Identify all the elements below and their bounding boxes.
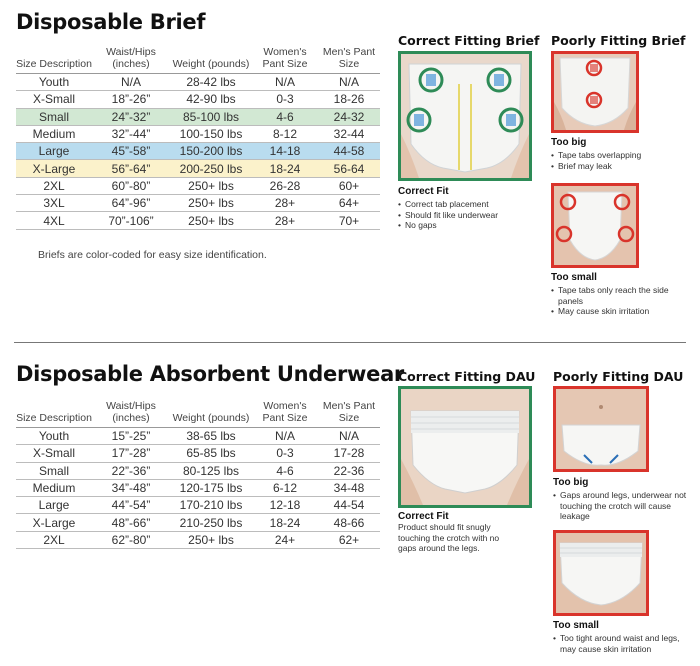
poor-brief-small-photo	[551, 183, 639, 268]
brief-color-note: Briefs are color-coded for easy size identification.	[38, 249, 267, 261]
header-waist: Waist/Hips (inches)	[92, 400, 170, 428]
cell-size: Youth	[16, 74, 92, 91]
poor-brief-heading: Poorly Fitting Brief	[551, 33, 686, 48]
header-weight: Weight (pounds)	[170, 46, 252, 74]
header-weight: Weight (pounds)	[170, 400, 252, 428]
table-row	[16, 212, 380, 229]
cell-weight: 28-42 lbs	[170, 74, 252, 91]
correct-dau-caption-title: Correct Fit	[398, 511, 449, 522]
bullet: • Gaps around legs, underwear not touching the crotch will cause leakage	[553, 490, 693, 522]
cell-women: 12-18	[252, 497, 318, 514]
cell-weight: 200-250 lbs	[170, 160, 252, 177]
poor-brief-big-photo	[551, 51, 639, 133]
header-men: Men's Pant Size	[318, 400, 380, 428]
cell-women: 0-3	[252, 91, 318, 108]
cell-weight: 250+ lbs	[170, 212, 252, 229]
cell-size: Small	[16, 108, 92, 125]
cell-men: 64+	[318, 195, 380, 212]
cell-women: 14-18	[252, 143, 318, 160]
table-row	[16, 195, 380, 212]
cell-weight: 80-125 lbs	[170, 462, 252, 479]
header-size: Size Description	[16, 46, 92, 74]
cell-women: 24+	[252, 531, 318, 548]
brief-size-table	[16, 46, 380, 230]
table-row	[16, 445, 380, 462]
cell-size: Large	[16, 143, 92, 160]
cell-women: 18-24	[252, 160, 318, 177]
cell-waist: 60”-80”	[92, 177, 170, 194]
correct-dau-heading: Correct Fitting DAU	[398, 369, 536, 384]
table-row	[16, 125, 380, 142]
bullet: • Tape tabs overlapping	[551, 150, 686, 161]
cell-waist: 17”-28”	[92, 445, 170, 462]
bullet: • May cause skin irritation	[551, 306, 686, 317]
cell-weight: 210-250 lbs	[170, 514, 252, 531]
cell-men: 24-32	[318, 108, 380, 125]
table-row	[16, 497, 380, 514]
bullet: • Should fit like underwear	[398, 210, 533, 221]
cell-waist: 22”-36”	[92, 462, 170, 479]
correct-brief-caption-title: Correct Fit	[398, 186, 449, 197]
cell-men: 60+	[318, 177, 380, 194]
cell-women: 4-6	[252, 108, 318, 125]
cell-size: 2XL	[16, 177, 92, 194]
correct-brief-heading: Correct Fitting Brief	[398, 33, 540, 48]
poor-dau-big-title: Too big	[553, 477, 589, 488]
cell-women: N/A	[252, 74, 318, 91]
header-women: Women's Pant Size	[252, 400, 318, 428]
cell-weight: 150-200 lbs	[170, 143, 252, 160]
bullet: • No gaps	[398, 220, 533, 231]
cell-size: X-Large	[16, 514, 92, 531]
table-row	[16, 160, 380, 177]
cell-men: 22-36	[318, 462, 380, 479]
cell-waist: 34”-48”	[92, 479, 170, 496]
cell-size: X-Large	[16, 160, 92, 177]
cell-waist: N/A	[92, 74, 170, 91]
table-row	[16, 108, 380, 125]
poor-brief-big-bullets	[551, 150, 686, 171]
cell-women: 28+	[252, 195, 318, 212]
dau-title: Disposable Absorbent Underwear	[16, 362, 404, 386]
table-row	[16, 91, 380, 108]
cell-weight: 38-65 lbs	[170, 428, 252, 445]
correct-brief-photo	[398, 51, 532, 181]
bullet: • Brief may leak	[551, 161, 686, 172]
cell-size: 3XL	[16, 195, 92, 212]
table-row	[16, 531, 380, 548]
poor-brief-small-bullets	[551, 285, 686, 317]
cell-women: 28+	[252, 212, 318, 229]
cell-men: 44-58	[318, 143, 380, 160]
table-row	[16, 74, 380, 91]
table-row	[16, 143, 380, 160]
bullet: • Too tight around waist and legs, may cause skin irritation	[553, 633, 693, 654]
table-row	[16, 479, 380, 496]
cell-men: N/A	[318, 74, 380, 91]
cell-men: 44-54	[318, 497, 380, 514]
table-row	[16, 462, 380, 479]
correct-dau-photo	[398, 386, 532, 508]
cell-waist: 56”-64”	[92, 160, 170, 177]
cell-weight: 120-175 lbs	[170, 479, 252, 496]
cell-waist: 70”-106”	[92, 212, 170, 229]
cell-size: Large	[16, 497, 92, 514]
cell-women: 18-24	[252, 514, 318, 531]
cell-men: 62+	[318, 531, 380, 548]
cell-weight: 42-90 lbs	[170, 91, 252, 108]
brief-table-header	[16, 46, 380, 74]
cell-size: 4XL	[16, 212, 92, 229]
cell-men: N/A	[318, 428, 380, 445]
header-women: Women's Pant Size	[252, 46, 318, 74]
cell-weight: 250+ lbs	[170, 177, 252, 194]
cell-weight: 250+ lbs	[170, 195, 252, 212]
cell-women: 8-12	[252, 125, 318, 142]
cell-weight: 85-100 lbs	[170, 108, 252, 125]
cell-waist: 45”-58”	[92, 143, 170, 160]
poor-dau-small-title: Too small	[553, 620, 599, 631]
cell-men: 17-28	[318, 445, 380, 462]
dau-table-header	[16, 400, 380, 428]
cell-size: Medium	[16, 125, 92, 142]
cell-women: 26-28	[252, 177, 318, 194]
cell-waist: 64”-96”	[92, 195, 170, 212]
cell-women: 4-6	[252, 462, 318, 479]
cell-women: N/A	[252, 428, 318, 445]
cell-waist: 62”-80”	[92, 531, 170, 548]
poor-dau-big-photo	[553, 386, 649, 472]
section-divider	[14, 342, 686, 343]
cell-weight: 250+ lbs	[170, 531, 252, 548]
cell-weight: 170-210 lbs	[170, 497, 252, 514]
cell-weight: 100-150 lbs	[170, 125, 252, 142]
cell-waist: 44”-54”	[92, 497, 170, 514]
table-row	[16, 428, 380, 445]
cell-waist: 18”-26”	[92, 91, 170, 108]
cell-men: 48-66	[318, 514, 380, 531]
cell-men: 70+	[318, 212, 380, 229]
cell-men: 32-44	[318, 125, 380, 142]
cell-waist: 32”-44”	[92, 125, 170, 142]
poor-dau-big-bullets	[553, 490, 693, 522]
table-row	[16, 177, 380, 194]
cell-men: 34-48	[318, 479, 380, 496]
poor-dau-heading: Poorly Fitting DAU	[553, 369, 684, 384]
correct-brief-bullets	[398, 199, 533, 231]
correct-dau-caption-text: Product should fit snugly touching the crotch with no gaps around the legs.	[398, 522, 500, 553]
bullet: • Tape tabs only reach the side panels	[551, 285, 686, 306]
cell-men: 56-64	[318, 160, 380, 177]
poor-brief-big-title: Too big	[551, 137, 587, 148]
poor-dau-small-photo	[553, 530, 649, 616]
cell-size: X-Small	[16, 445, 92, 462]
dau-size-table	[16, 400, 380, 549]
header-size: Size Description	[16, 400, 92, 428]
poor-dau-small-bullets	[553, 633, 693, 654]
brief-title: Disposable Brief	[16, 10, 206, 34]
header-waist: Waist/Hips (inches)	[92, 46, 170, 74]
cell-waist: 48”-66”	[92, 514, 170, 531]
cell-size: 2XL	[16, 531, 92, 548]
header-men: Men's Pant Size	[318, 46, 380, 74]
table-row	[16, 514, 380, 531]
cell-men: 18-26	[318, 91, 380, 108]
cell-size: Small	[16, 462, 92, 479]
poor-brief-small-title: Too small	[551, 272, 597, 283]
cell-size: Medium	[16, 479, 92, 496]
cell-women: 6-12	[252, 479, 318, 496]
cell-weight: 65-85 lbs	[170, 445, 252, 462]
cell-waist: 15”-25”	[92, 428, 170, 445]
cell-size: X-Small	[16, 91, 92, 108]
bullet: • Correct tab placement	[398, 199, 533, 210]
cell-women: 0-3	[252, 445, 318, 462]
cell-size: Youth	[16, 428, 92, 445]
cell-waist: 24”-32”	[92, 108, 170, 125]
